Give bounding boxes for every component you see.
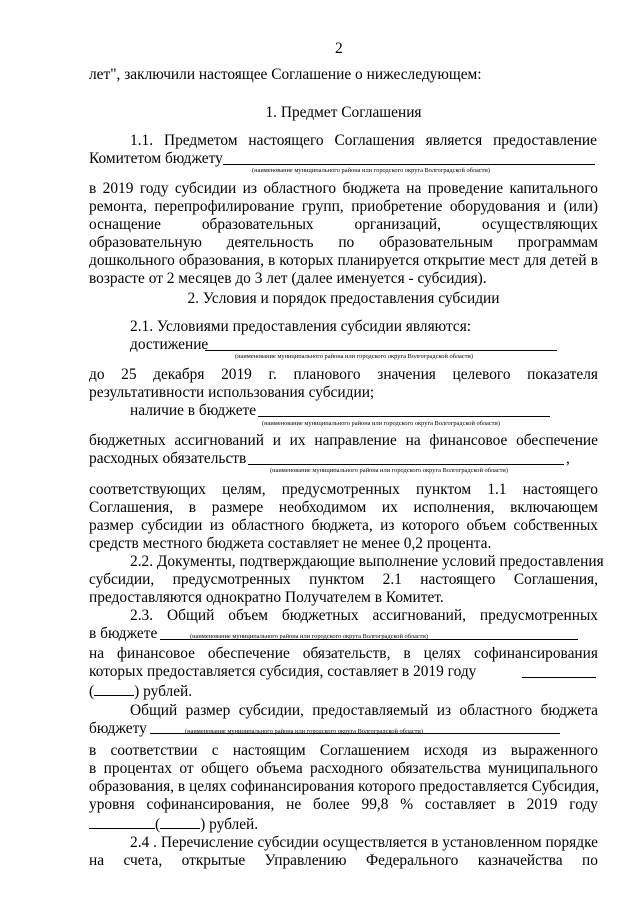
section1-p1-line1: 1.1. Предметом настоящего Соглашения является предоставление [130,132,597,149]
caption-municipality-3: (наименование муниципального района или городского округа Волгоградской области) [262,420,500,427]
caption-municipality-4: (наименование муниципального района или городского округа Волгоградской области) [270,467,508,474]
fill-line-municipality-3 [258,416,550,417]
section1-p1-line3: в 2019 году субсидии из областного бюджета на проведение капитального [89,180,598,197]
clause-2-1-line10: размер субсидии из областного бюджета, из которого объем собственных [89,517,598,534]
clause-2-3-total-line4: в процентах от общего объема расходного обязательства муниципального [89,760,598,777]
clause-2-1-line9: Соглашения, в размере необходимом их исполнения, включающем [89,499,598,516]
clause-2-2-line1: 2.2. Документы, подтверждающие выполнение условий предоставления [130,553,604,570]
rubles-close: ) рублей. [134,683,193,700]
section1-heading: 1. Предмет Соглашения [265,104,422,121]
clause-2-4-line2: на счета, открытые Управлению Федерального казначейства по [89,852,598,869]
clause-2-1-line8: соответствующих целям, предусмотренных пунктом 1.1 настоящего [89,481,598,498]
fill-line-amount-words-2 [160,814,200,829]
section1-p1-line4: ремонта, перепрофилирование групп, приобретение оборудования и (или) [89,198,598,215]
clause-2-3-line4: которых предоставляется субсидия, составляет в 2019 году [89,663,477,680]
clause-2-3-total-line7 [89,814,258,834]
section1-p1-line2 [89,150,223,168]
clause-2-3-total-line1: Общий размер субсидии, предоставляемый из областного бюджета [130,702,598,719]
caption-municipality-1: (наименование муниципального района или городского округа Волгоградской области) [252,167,490,174]
clause-2-3-total-line3: в соответствии с настоящим Соглашением исходя из выраженного [89,742,598,759]
clause-2-3-total-line5: образования, в целях софинансирования которого предоставляется Субсидия, [89,778,600,795]
section1-p1-line7: дошкольного образования, в которых планируется открытие мест для детей в [89,252,598,269]
fill-line-amount-words-1 [94,681,134,696]
fill-line-municipality-2 [205,350,557,351]
clause-2-1-line2-prefix: достижение [130,336,209,353]
clause-2-3-line3: на финансовое обеспечение обязательств, в целях софинансирования [89,645,598,662]
fill-line-municipality-4 [248,464,564,465]
page-number: 2 [335,40,343,57]
paren-open-2: ( [155,816,161,833]
rubles-close-2: ) рублей. [200,816,259,833]
clause-2-4-line1: 2.4 . Перечисление субсидии осуществляется в установленном порядке [130,834,598,851]
section2-heading: 2. Условия и порядок предоставления субсидии [187,290,500,307]
clause-2-1-line4: результативности использования субсидии; [89,384,375,401]
caption-municipality-6: (наименование муниципального района или городского округа Волгоградской области) [185,728,423,735]
clause-2-1-line6: бюджетных ассигнований и их направление на финансовое обеспечение [89,432,598,449]
clause-2-3-total-line6: уровня софинансирования, не более 99,8 % составляет в 2019 году [89,796,598,813]
clause-2-2-line3: предоставляются однократно Получателем в Комитет. [89,589,444,606]
paren-open: ( [89,683,95,700]
section1-p1-line5: оснащение образовательных организаций, осуществляющих [89,216,598,233]
clause-2-3-total-line2-prefix: бюджету [89,720,147,737]
clause-2-1-line7-comma: , [566,450,570,467]
clause-2-3-line1: 2.3. Общий объем бюджетных ассигнований, предусмотренных [130,607,598,624]
caption-municipality-5: (наименование муниципального района или городского округа Волгоградской области) [190,633,428,640]
clause-2-3-line2-prefix: в бюджете [89,625,158,642]
clause-2-1-line1: 2.1. Условиями предоставления субсидии являются: [130,318,472,335]
clause-2-1-line11: средств местного бюджета составляет не менее 0,2 процента. [89,535,492,552]
section1-p1-line2-prefix: Комитетом бюджету [89,150,223,167]
fill-line-municipality-1 [223,164,595,165]
section1-p1-line6: образовательную деятельность по образовательным программам [89,234,598,251]
clause-2-3-line5 [89,681,192,701]
caption-municipality-2: (наименование муниципального района или городского округа Волгоградской области) [235,353,473,360]
clause-2-1-line5-prefix: наличие в бюджете [130,402,257,419]
intro-line: лет", заключили настоящее Соглашение о нижеследующем: [89,66,482,83]
fill-line-amount-2 [89,814,155,829]
clause-2-1-line3: до 25 декабря 2019 г. планового значения целевого показателя [89,366,598,383]
clause-2-1-line7-prefix: расходных обязательств [89,450,247,467]
section1-p1-line8: возрасте от 2 месяцев до 3 лет (далее именуется - субсидия). [89,270,487,287]
fill-line-amount-1 [522,677,596,678]
clause-2-2-line2: субсидии, предусмотренных пунктом 2.1 настоящего Соглашения, [89,571,598,588]
